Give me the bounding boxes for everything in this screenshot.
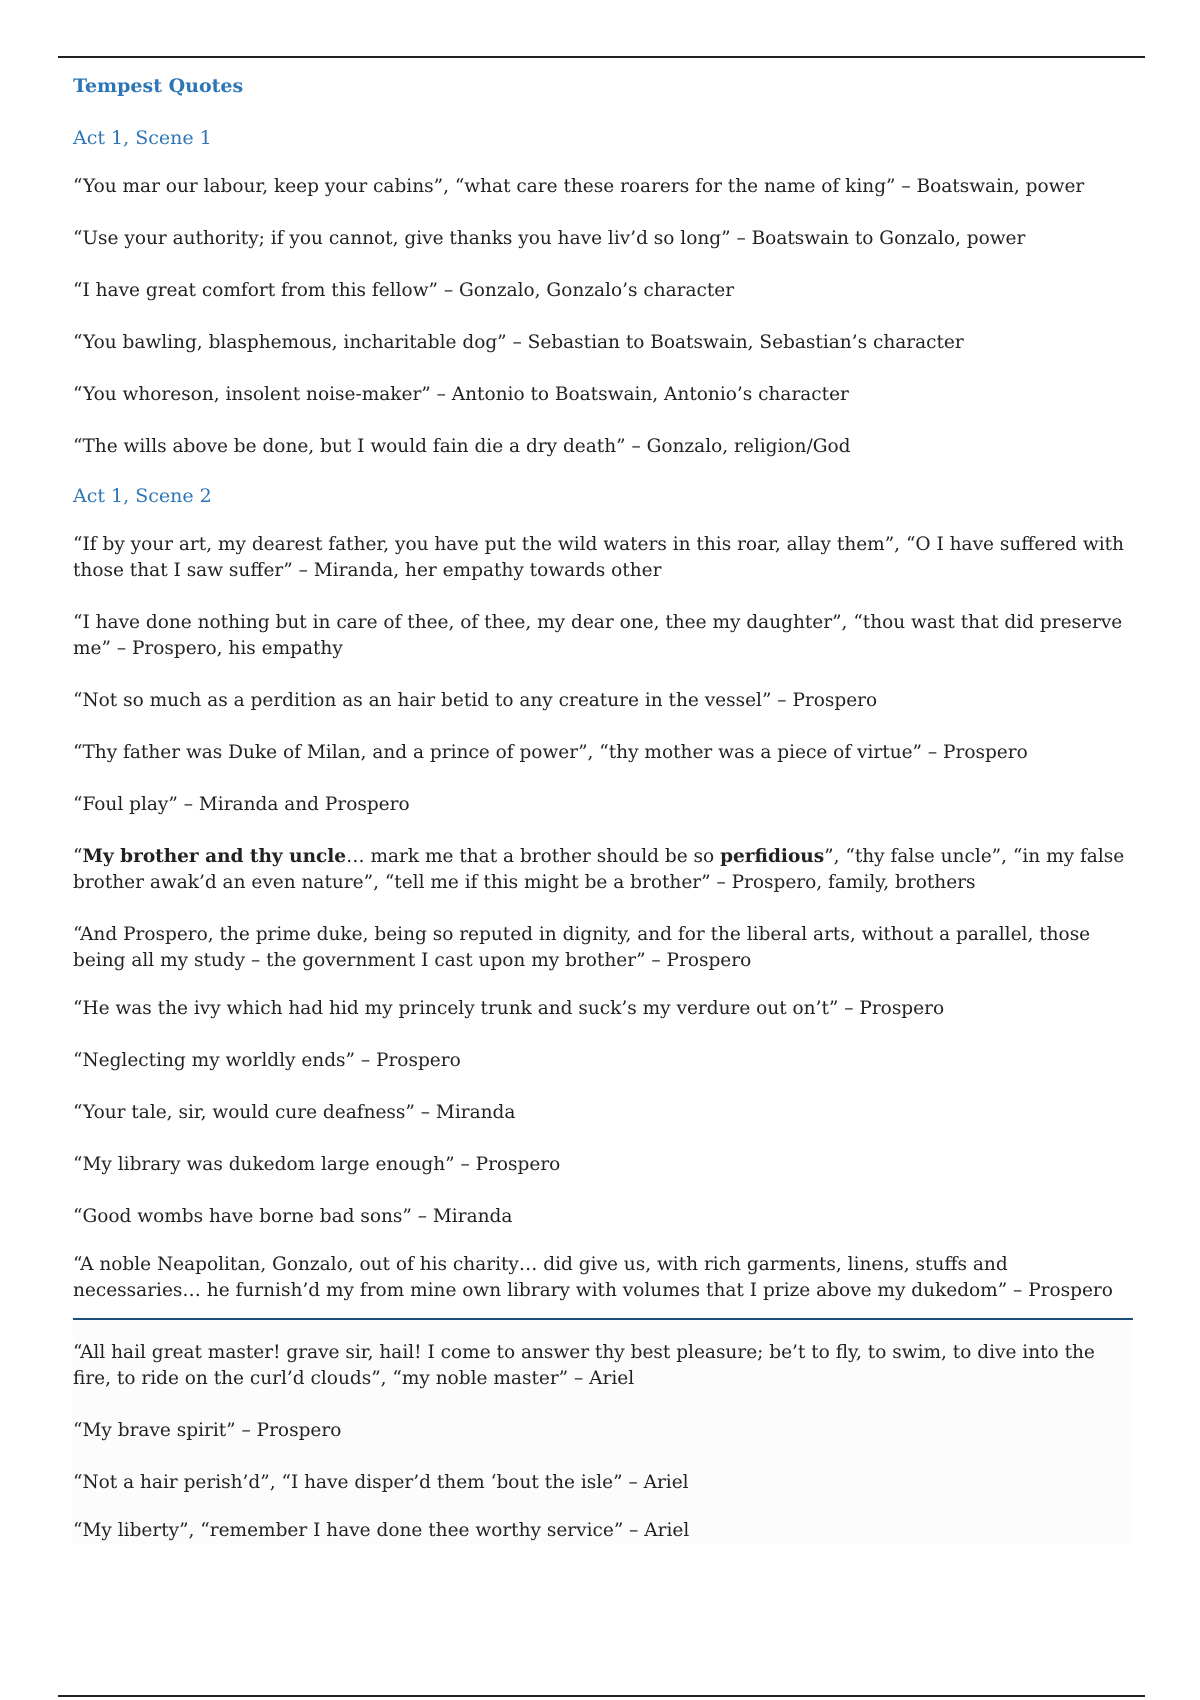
- document-title: Tempest Quotes: [73, 75, 244, 97]
- continued-quotes: [73, 1320, 1133, 1544]
- quote: “Your tale, sir, would cure deafness” – Miranda: [73, 1102, 516, 1123]
- quote-segment: ”, “thy false uncle”, “in my false brother awak’d an even nature”, “tell me if this might be a brother” – Prospero, family, brothers: [73, 846, 1125, 893]
- document-body: [73, 72, 1133, 1544]
- quote: “And Prospero, the prime duke, being so reputed in dignity, and for the liberal arts, without a parallel, those being all my study – the government I cast upon my brother” – Prospero: [73, 924, 1091, 971]
- quote: “All hail great master! grave sir, hail! I come to answer thy best pleasure; be’t to fly, to swim, to dive into the fire, to ride on the curl’d clouds”, “my noble master” – Ariel: [73, 1342, 1095, 1389]
- page-top-rule: [58, 56, 1145, 58]
- quote: “Good wombs have borne bad sons” – Miranda: [73, 1206, 513, 1227]
- quote: “A noble Neapolitan, Gonzalo, out of his charity… did give us, with rich garments, linens, stuffs and necessaries… he furnish’d my from mine own library with volumes that I prize above my dukedom” – Prospero: [73, 1254, 1113, 1301]
- quote: “My liberty”, “remember I have done thee worthy service” – Ariel: [73, 1520, 690, 1541]
- quote: “I have great comfort from this fellow” – Gonzalo, Gonzalo’s character: [73, 280, 735, 301]
- quote: “I have done nothing but in care of thee, of thee, my dear one, thee my daughter”, “thou wast that did preserve me” – Prospero, his empathy: [73, 612, 1123, 659]
- quote-segment: … mark me that a brother should be so: [346, 846, 721, 867]
- quote: “He was the ivy which had hid my princely trunk and suck’s my verdure out on’t” – Prospero: [73, 998, 945, 1019]
- page-bottom-rule: [58, 1695, 1145, 1697]
- quote: “You mar our labour, keep your cabins”, “what care these roarers for the name of king” – Boatswain, power: [73, 176, 1085, 197]
- quote: “My brave spirit” – Prospero: [73, 1420, 342, 1441]
- quote: “Not so much as a perdition as an hair betid to any creature in the vessel” – Prospero: [73, 690, 878, 711]
- quote: “Neglecting my worldly ends” – Prospero: [73, 1050, 461, 1071]
- section-act1-scene2: [73, 482, 1133, 1304]
- quote-segment-bold: My brother and thy uncle: [82, 846, 347, 867]
- section-heading: Act 1, Scene 2: [73, 485, 212, 507]
- quote: “If by your art, my dearest father, you have put the wild waters in this roar, allay them”, “O I have suffered with those that I saw suffer” – Miranda, her empathy towards other: [73, 534, 1124, 581]
- quote: “Use your authority; if you cannot, give thanks you have liv’d so long” – Boatswain to Gonzalo, power: [73, 228, 1026, 249]
- quote: “Thy father was Duke of Milan, and a prince of power”, “thy mother was a piece of virtue” – Prospero: [73, 742, 1028, 763]
- quote: “You whoreson, insolent noise-maker” – Antonio to Boatswain, Antonio’s character: [73, 384, 849, 405]
- quote: “Foul play” – Miranda and Prospero: [73, 794, 410, 815]
- quote: “Not a hair perish’d”, “I have disper’d them ‘bout the isle” – Ariel: [73, 1472, 689, 1493]
- quote-segment: “: [73, 846, 83, 867]
- quote-segment-bold: perfidious: [720, 846, 825, 867]
- quote: “You bawling, blasphemous, incharitable dog” – Sebastian to Boatswain, Sebastian’s character: [73, 332, 964, 353]
- section-heading: Act 1, Scene 1: [73, 127, 212, 149]
- quote: “My library was dukedom large enough” – Prospero: [73, 1154, 561, 1175]
- quote-rich: [73, 844, 1133, 896]
- quote: “The wills above be done, but I would fain die a dry death” – Gonzalo, religion/God: [73, 436, 851, 457]
- section-act1-scene1: [73, 124, 1133, 460]
